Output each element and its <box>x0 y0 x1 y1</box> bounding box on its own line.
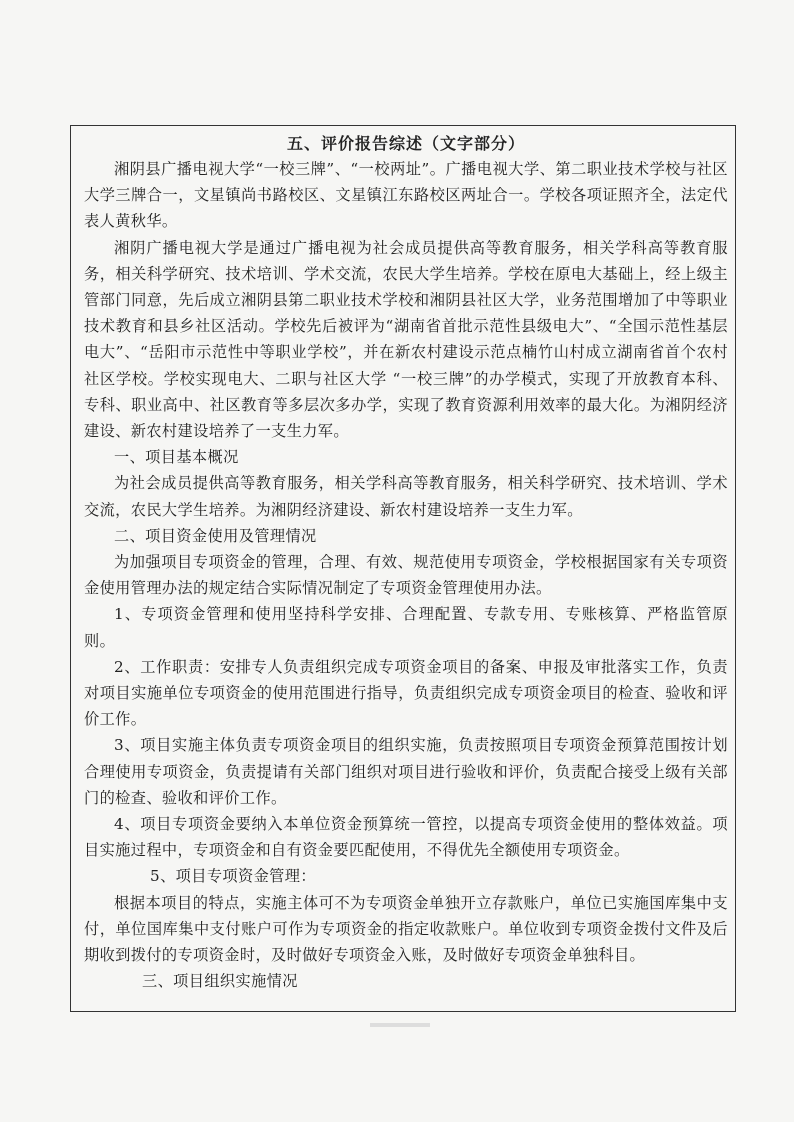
list-item-fund-1: 1、专项资金管理和使用坚持科学安排、合理配置、专款专用、专账核算、严格监管原则。 <box>84 605 728 650</box>
heading-project-overview: 一、项目基本概况 <box>114 448 239 467</box>
paragraph-fund-account: 根据本项目的特点，实施主体可不为专项资金单独开立存款账户，单位已实施国库集中支付，单位国库集中支付账户可作为专项资金的指定收款账户。单位收到专项资金拨付文件及后期收到拨付的专项资金时，及时做好专项资金入账，及时做好专项资金单独科目。 <box>84 893 728 965</box>
list-item-fund-5: 5、项目专项资金管理： <box>150 867 316 886</box>
heading-project-implementation: 三、项目组织实施情况 <box>142 972 298 991</box>
paragraph-school-detail: 湘阴广播电视大学是通过广播电视为社会成员提供高等教育服务，相关学科高等教育服务，相关科学研究、技术培训、学术交流，农民大学生培养。学校在原电大基础上，经上级主管部门同意，先后成立湘阴县第二职业技术学校和湘阴县社区大学，业务范围增加了中等职业技术教育和县乡社区活动。学校先后被评为“湖南省首批示范性县级电大”、“全国示范性基层电大”、“岳阳市示范性中等职业学校”，并在新农村建设示范点楠竹山村成立湖南省首个农村社区学校。学校实现电大、二职与社区大学 “一校三牌”的办学模式，实现了开放教育本科、专科、职业高中、社区教育等多层次多办学，实现了教育资源利用效率的最大化。为湘阴经济建设、新农村建设培养了一支生力军。 <box>84 238 728 441</box>
paragraph-school-intro: 湘阴县广播电视大学“一校三牌”、“一校两址”。广播电视大学、第二职业技术学校与社区大学三牌合一，文星镇尚书路校区、文星镇江东路校区两址合一。学校各项证照齐全，法定代表人黄秋华。 <box>84 160 728 231</box>
list-item-fund-4: 4、项目专项资金要纳入本单位资金预算统一管控，以提高专项资金使用的整体效益。项目实施过程中，专项资金和自有资金要匹配使用，不得优先全额使用专项资金。 <box>84 815 728 860</box>
paragraph-fund-intro: 为加强项目专项资金的管理，合理、有效、规范使用专项资金，学校根据国家有关专项资金使用管理办法的规定结合实际情况制定了专项资金管理使用办法。 <box>84 553 728 598</box>
heading-fund-management: 二、项目资金使用及管理情况 <box>114 526 317 545</box>
list-item-fund-2: 2、工作职责：安排专人负责组织完成专项资金项目的备案、申报及审批落实工作，负责对项目实施单位专项资金的使用范围进行指导，负责组织完成专项资金项目的检查、验收和评价工作。 <box>84 657 728 729</box>
scan-smudge <box>370 1023 430 1027</box>
section-title: 五、评价报告综述（文字部分） <box>286 134 525 153</box>
paragraph-project-overview: 为社会成员提供高等教育服务，相关学科高等教育服务，相关科学研究、技术培训、学术交流，农民大学生培养。为湘阴经济建设、新农村建设培养一支生力军。 <box>84 474 728 519</box>
report-content <box>84 132 728 995</box>
list-item-fund-3: 3、项目实施主体负责专项资金项目的组织实施，负责按照项目专项资金预算范围按计划合理使用专项资金，负责提请有关部门组织对项目进行验收和评价，负责配合接受上级有关部门的检查、验收和评价工作。 <box>84 736 728 807</box>
